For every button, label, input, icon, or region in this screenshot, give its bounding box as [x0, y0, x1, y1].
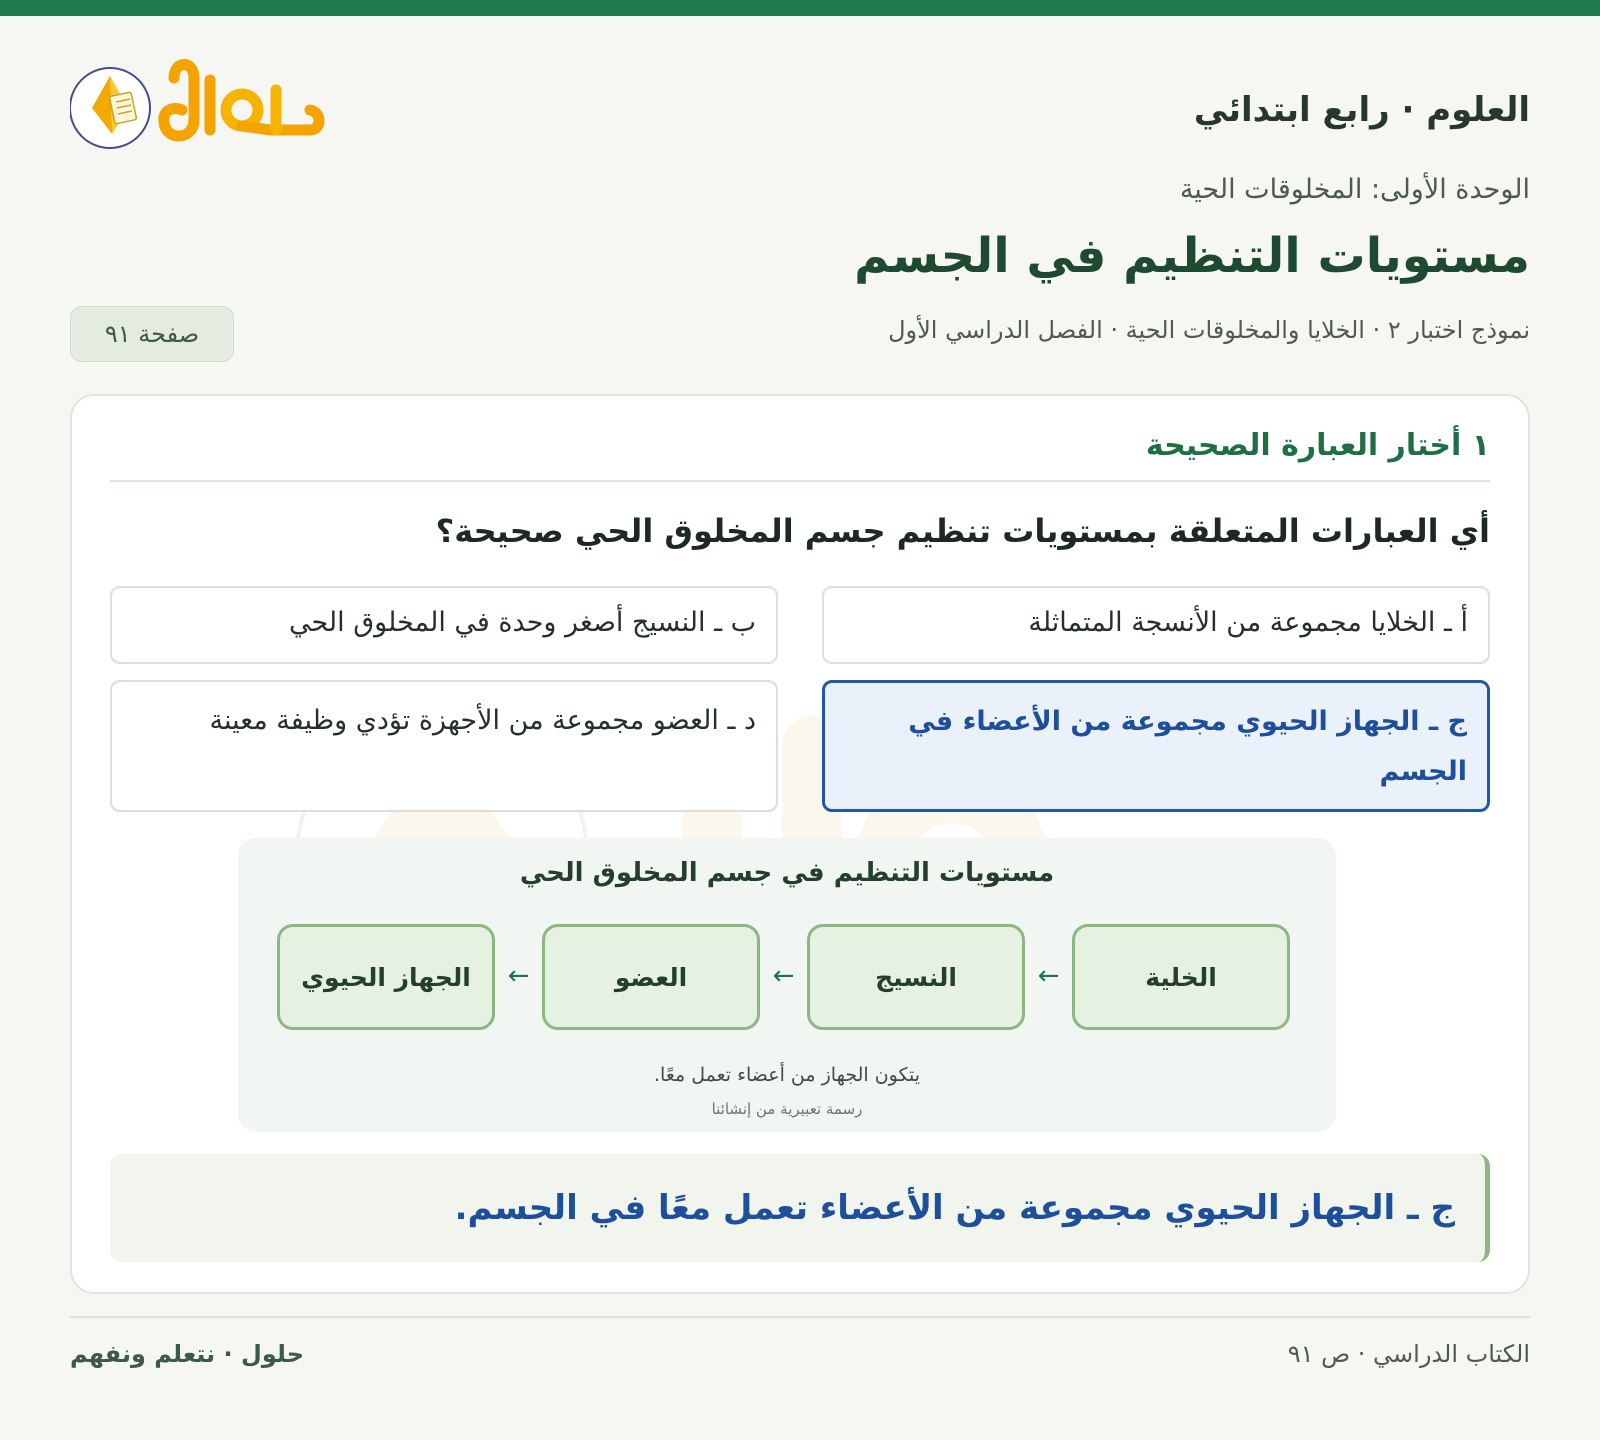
- footer-brand[interactable]: حلول · نتعلم ونفهم: [70, 1340, 304, 1368]
- header: [70, 50, 1530, 180]
- page-number-badge: صفحة ٩١: [70, 306, 234, 362]
- exam-meta: نموذج اختبار ٢ · الخلايا والمخلوقات الحية · الفصل الدراسي الأول: [888, 316, 1530, 344]
- option-d[interactable]: د ـ العضو مجموعة من الأجهزة تؤدي وظيفة معينة: [110, 680, 778, 812]
- stage-system: الجهاز الحيوي: [277, 924, 495, 1030]
- lesson-title: مستويات التنظيم في الجسم: [854, 228, 1530, 284]
- footer-book-reference: الكتاب الدراسي · ص ٩١: [1287, 1340, 1530, 1368]
- diagram-caption: يتكون الجهاز من أعضاء تعمل معًا.: [654, 1064, 920, 1086]
- stage-organ: العضو: [542, 924, 760, 1030]
- unit-label: الوحدة الأولى: المخلوقات الحية: [1179, 174, 1530, 205]
- organization-levels-diagram: [238, 838, 1336, 1132]
- stage-tissue: النسيج: [807, 924, 1025, 1030]
- page: [70, 16, 1530, 1440]
- option-a[interactable]: أ ـ الخلايا مجموعة من الأنسجة المتماثلة: [822, 586, 1490, 664]
- diagram-title: مستويات التنظيم في جسم المخلوق الحي: [519, 858, 1055, 888]
- arrow-left-icon: ←: [1037, 961, 1060, 991]
- diagram-credit: رسمة تعبيرية من إنشائنا: [711, 1100, 863, 1118]
- option-b[interactable]: ب ـ النسيج أصغر وحدة في المخلوق الحي: [110, 586, 778, 664]
- option-c-selected[interactable]: ج ـ الجهاز الحيوي مجموعة من الأعضاء في الجسم: [822, 680, 1490, 812]
- logo-graphic: [70, 50, 330, 180]
- section-divider: [110, 480, 1490, 482]
- question-text: أي العبارات المتعلقة بمستويات تنظيم جسم المخلوق الحي صحيحة؟: [435, 512, 1490, 550]
- arrow-left-icon: ←: [772, 961, 795, 991]
- footer-divider: [70, 1316, 1530, 1318]
- answer-box: ج ـ الجهاز الحيوي مجموعة من الأعضاء تعمل معًا في الجسم.: [110, 1154, 1490, 1262]
- stage-cell: الخلية: [1072, 924, 1290, 1030]
- top-accent-bar: [0, 0, 1600, 16]
- arrow-left-icon: ←: [507, 961, 530, 991]
- section-title: ١ أختار العبارة الصحيحة: [1145, 428, 1490, 463]
- question-card: [70, 394, 1530, 1294]
- subject-title: العلوم · رابع ابتدائي: [1193, 90, 1530, 130]
- site-logo[interactable]: [70, 50, 330, 180]
